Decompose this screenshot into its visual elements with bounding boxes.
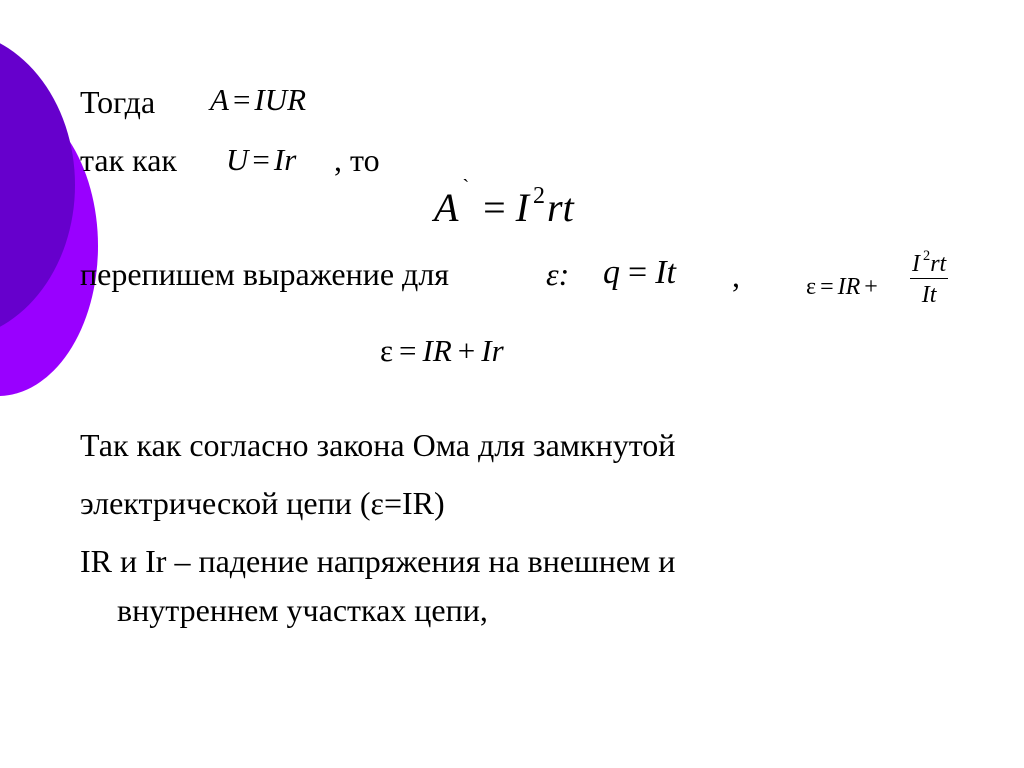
var-it: It: [655, 254, 676, 291]
exponent-2: 2: [923, 248, 931, 265]
line3-text: перепишем выражение для: [80, 256, 449, 292]
prime-mark: `: [462, 176, 470, 198]
line3-comma: ,: [732, 258, 740, 294]
var-u: U: [226, 142, 249, 177]
eq-sign: =: [399, 333, 417, 368]
formula-eps-frac-lhs: [806, 275, 882, 299]
var-rt: rt: [930, 251, 947, 277]
var-a: A: [210, 82, 229, 117]
var-q: q: [603, 254, 620, 291]
exponent-2: 2: [533, 183, 545, 209]
var-iur: IUR: [254, 82, 307, 117]
var-ir-lower: Ir: [481, 333, 504, 368]
eq-sign: =: [252, 142, 270, 177]
line1-text: Тогда: [80, 84, 156, 120]
eq-sign: =: [820, 274, 834, 300]
formula-u-ir: [226, 144, 296, 175]
var-rt: rt: [547, 185, 574, 230]
para-line-1: Так как согласно закона Ома для замкнутой: [80, 427, 676, 463]
eq-sign: =: [232, 82, 251, 117]
formula-eps-ir-ir: [380, 335, 504, 366]
formula-a-i2rt: [434, 176, 574, 230]
var-i: I: [515, 185, 529, 230]
var-a: A: [434, 185, 459, 230]
var-ir: IR: [837, 274, 861, 300]
var-ir-upper: IR: [422, 333, 452, 368]
formula-q-it: [603, 256, 676, 290]
plus-sign: +: [864, 274, 878, 300]
eq-sign: =: [628, 254, 648, 291]
para-line-3: IR и Ir – падение напряжения на внешнем и: [80, 543, 676, 579]
para-line-4: внутреннем участках цепи,: [117, 592, 488, 628]
var-eps: ε: [380, 333, 394, 368]
epsilon-label: ε:: [546, 256, 570, 292]
fraction-i2rt-over-it: [910, 248, 948, 308]
line2-suffix: , то: [334, 142, 380, 178]
formula-a-iur: [210, 84, 306, 115]
var-ir: Ir: [273, 142, 297, 177]
fraction-denominator: It: [921, 282, 937, 308]
line2-text: так как: [80, 142, 177, 178]
para-line-2: электрической цепи (ε=IR): [80, 485, 445, 521]
eq-sign: =: [483, 185, 506, 230]
fraction-numerator: [910, 248, 948, 279]
var-i: I: [912, 251, 920, 277]
var-eps: ε: [806, 274, 817, 300]
plus-sign: +: [457, 333, 476, 368]
